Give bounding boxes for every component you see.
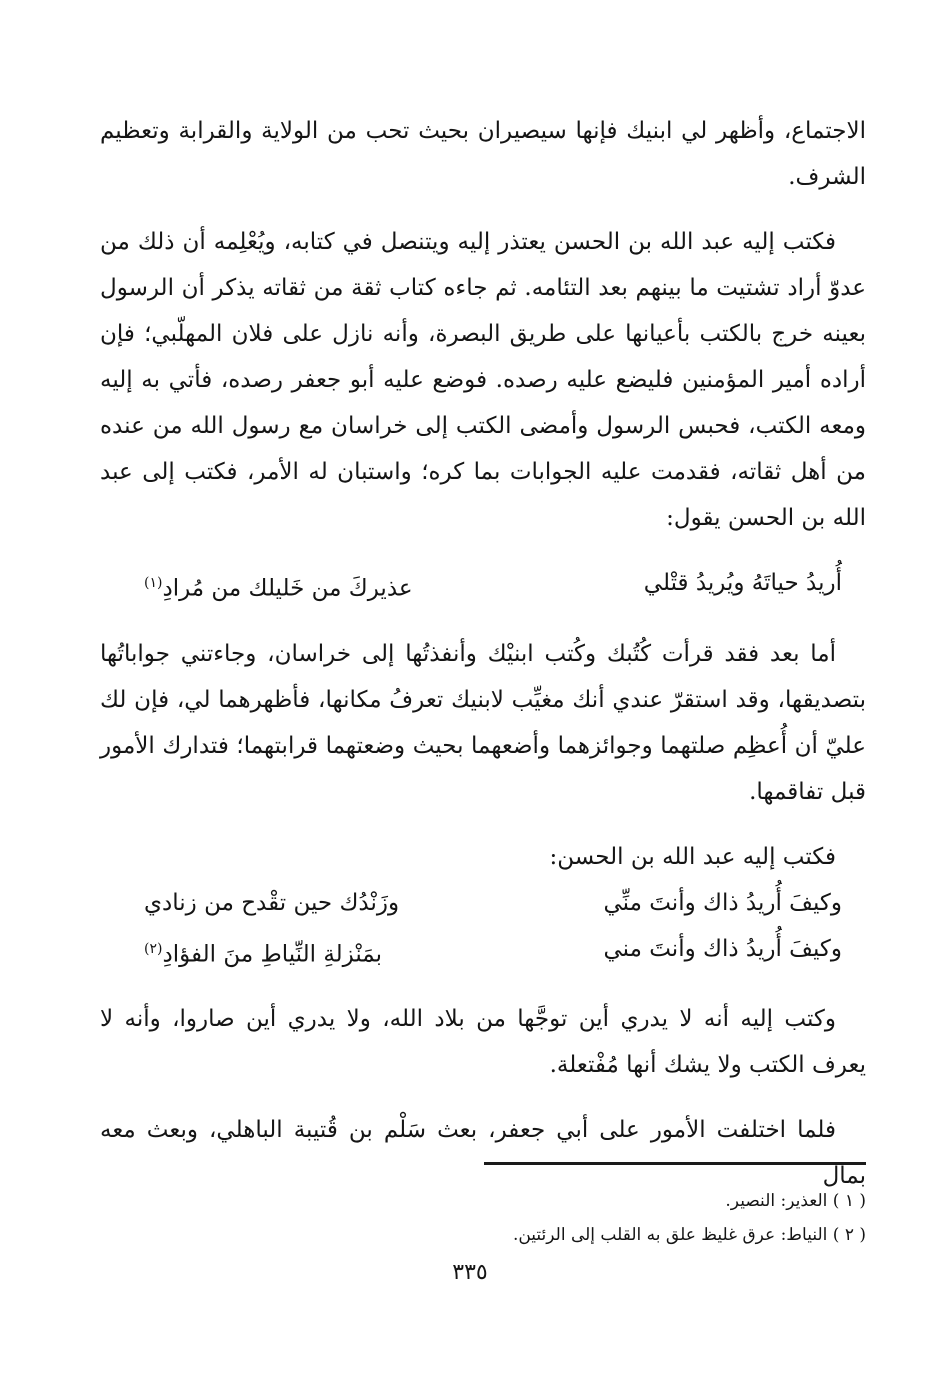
footnote-ref-2: (٢)	[144, 940, 163, 957]
paragraph-reply-intro: فكتب إليه عبد الله بن الحسن:	[549, 843, 836, 870]
verse-line	[100, 560, 866, 612]
main-text	[100, 108, 866, 1218]
footnotes	[484, 1184, 866, 1252]
footnote-ref-1: (١)	[144, 575, 163, 591]
paragraph-denial: وكتب إليه أنه لا يدري أين توجَّها من بلاد الله، ولا يدري أين صاروا، وأنه لا يعرف الكتب ولا يشك أنها مُفْتعلة.	[100, 1006, 866, 1079]
verse-second-hemistich: بمَنْزلةِ النِّياطِ منَ الفؤادِ$^{(٢)}$	[144, 940, 383, 968]
footnote-1: ( ١ ) العذير: النصير.	[725, 1191, 866, 1211]
verse-block-1	[100, 560, 866, 612]
footnote-divider	[484, 1162, 866, 1165]
footnote-2: ( ٢ ) النياط: عرق غليظ علق به القلب إلى الرئتين.	[512, 1225, 866, 1245]
page-number: ٣٣٥	[452, 1260, 488, 1285]
verse-second-hemistich: وزَنْدُك حين تقْدح من زنادي	[144, 889, 400, 916]
verse-line	[100, 926, 866, 978]
verse-first-hemistich: وكيفَ أُريدُ ذاك وأنتَ منِّي	[603, 889, 842, 916]
paragraph-letter: أما بعد فقد قرأت كُتُبك وكُتب ابنيْك وأنفذتُها إلى خراسان، وجاءتني جواباتُها بتصديقها، وقد استقرّ عندي أنك مغيِّب لابنيك تعرفُ مكانها، فأظهرهما لي، فإن لك عليّ أن أُعظِم صلتهما وجوائزهما وأضعهما بحيث وضعتهما قرابتهما؛ فتدارك الأمور قبل تفاقمها.	[100, 640, 866, 805]
verse-first-hemistich: أُريدُ حياتَهُ ويُريدُ قتْلي	[643, 570, 842, 596]
verse-line	[100, 880, 866, 926]
verse-block-2	[100, 880, 866, 978]
verse-first-hemistich: وكيفَ أُريدُ ذاك وأنتَ مني	[603, 935, 842, 962]
verse-second-hemistich: عذيركَ من خَليلك من مُرادِ$^{(١)}$	[144, 575, 413, 602]
paragraph-continuation: الاجتماع، وأظهر لي ابنيك فإنها سيصيران بحيث تحب من الولاية والقرابة وتعظيم الشرف.	[100, 118, 866, 190]
paragraph-letter-reply: فكتب إليه عبد الله بن الحسن يعتذر إليه ويتنصل في كتابه، ويُعْلِمه أن ذلك من عدوّ أراد تشتيت ما بينهم بعد التئامه. ثم جاءه كتاب ثقة من ثقاته يذكر أن الرسول بعينه خرج بالكتب بأعيانها على طريق البصرة، وأنه نازل على فلان المهلّبي؛ فإن أراده أمير المؤمنين فليضع عليه رصده. فوضع عليه أبو جعفر رصده، فأتي به إليه ومعه الكتب، فحبس الرسول وأمضى الكتب إلى خراسان مع رسول الله من عنده من أهل ثقاته، فقدمت عليه الجوابات بما كره؛ واستبان له الأمر، فكتب إلى عبد الله بن الحسن يقول:	[100, 229, 866, 531]
paragraph-final: فلما اختلفت الأمور على أبي جعفر، بعث سَلْم بن قُتيبة الباهلي، وبعث معه بمال	[100, 1117, 866, 1190]
